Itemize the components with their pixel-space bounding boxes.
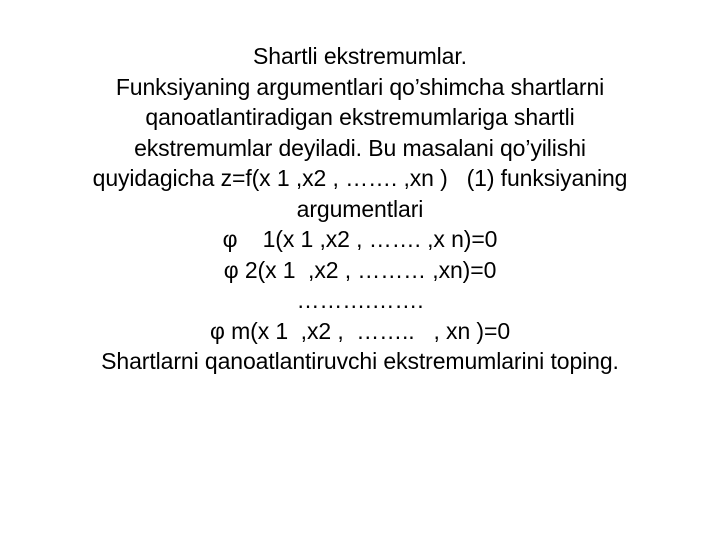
constraint-equation-1: φ 1(x 1 ,x2 , ……. ,x n)=0 [222,226,498,252]
task-statement: Shartlarni qanoatlantiruvchi ekstremumlarini toping. [101,348,619,374]
text-line: quyidagicha z=f(x 1 ,x2 , ……. ,xn ) (1) funksiyaning [92,165,628,191]
text-line: qanoatlantiradigan ekstremumlariga shartli [145,104,575,130]
text-line: Funksiyaning argumentlari qo’shimcha shartlarni [115,73,605,100]
ellipsis-line: ……….……. [296,287,424,313]
text-line: argumentlari [296,195,424,222]
slide-text-block [20,41,700,377]
constraint-equation-m: φ m(x 1 ,x2 , …….. , xn )=0 [209,317,511,344]
slide-title: Shartli ekstremumlar. [253,43,467,69]
constraint-equation-2: φ 2(x 1 ,x2 , ……… ,xn)=0 [223,256,497,283]
text-line: ekstremumlar deyiladi. Bu masalani qo’yilishi [134,134,586,161]
